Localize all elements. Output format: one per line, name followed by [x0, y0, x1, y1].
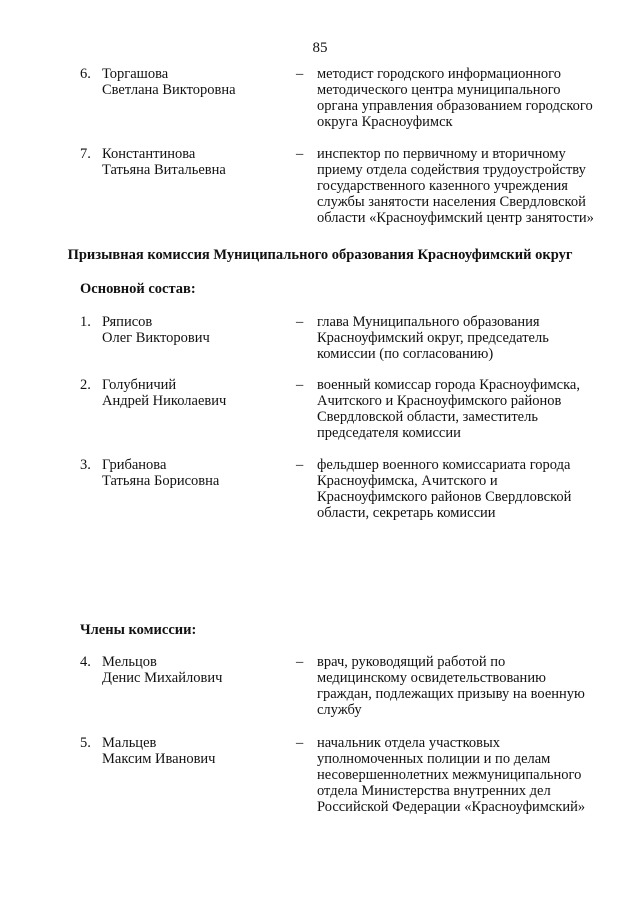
- description-line: врач, руководящий работой по: [317, 654, 506, 670]
- position-description: [317, 654, 617, 718]
- dash: –: [296, 457, 304, 473]
- position-description: [317, 66, 617, 130]
- dash: –: [296, 146, 304, 162]
- person-name: [102, 457, 292, 489]
- dash: –: [296, 66, 304, 82]
- given-names: Светлана Викторовна: [102, 82, 236, 98]
- description-line: военный комиссар города Красноуфимска,: [317, 377, 580, 393]
- person-name: [102, 735, 292, 767]
- description-line: отдела Министерства внутренних дел: [317, 783, 551, 799]
- description-line: глава Муниципального образования: [317, 314, 540, 330]
- description-line: методист городского информационного: [317, 66, 561, 82]
- description-line: государственного казенного учреждения: [317, 178, 568, 194]
- description-line: комиссии (по согласованию): [317, 346, 494, 362]
- item-number: 2.: [80, 377, 91, 393]
- position-description: [317, 377, 617, 441]
- description-line: органа управления образованием городского: [317, 98, 593, 114]
- person-name: [102, 654, 292, 686]
- description-line: несовершеннолетних межмуниципального: [317, 767, 582, 783]
- description-line: области, секретарь комиссии: [317, 505, 496, 521]
- description-line: начальник отдела участковых: [317, 735, 500, 751]
- surname: Мальцев: [102, 735, 157, 751]
- description-line: приему отдела содействия трудоустройству: [317, 162, 586, 178]
- surname: Торгашова: [102, 66, 169, 82]
- description-line: Российской Федерации «Красноуфимский»: [317, 799, 586, 815]
- description-line: службы занятости населения Свердловской: [317, 194, 586, 210]
- description-line: Красноуфимска, Ачитского и: [317, 473, 498, 489]
- commission-title: Призывная комиссия Муниципального образования Красноуфимский округ: [67, 247, 573, 263]
- position-description: [317, 146, 617, 226]
- given-names: Максим Иванович: [102, 751, 216, 767]
- person-name: [102, 66, 292, 98]
- description-line: медицинскому освидетельствованию: [317, 670, 546, 686]
- description-line: службу: [317, 702, 362, 718]
- position-description: [317, 735, 617, 815]
- main-composition-heading: Основной состав:: [80, 281, 196, 297]
- item-number: 5.: [80, 735, 91, 751]
- surname: Константинова: [102, 146, 196, 162]
- description-line: методического центра муниципального: [317, 82, 561, 98]
- item-number: 7.: [80, 146, 91, 162]
- surname: Мельцов: [102, 654, 157, 670]
- description-line: округа Красноуфимск: [317, 114, 453, 130]
- position-description: [317, 314, 617, 362]
- given-names: Татьяна Витальевна: [102, 162, 226, 178]
- description-line: председателя комиссии: [317, 425, 461, 441]
- description-line: Красноуфимского районов Свердловской: [317, 489, 572, 505]
- dash: –: [296, 377, 304, 393]
- description-line: Ачитского и Красноуфимского районов: [317, 393, 562, 409]
- surname: Голубничий: [102, 377, 177, 393]
- page-number: 85: [312, 40, 328, 56]
- description-line: граждан, подлежащих призыву на военную: [317, 686, 585, 702]
- given-names: Андрей Николаевич: [102, 393, 227, 409]
- dash: –: [296, 735, 304, 751]
- person-name: [102, 314, 292, 346]
- given-names: Олег Викторович: [102, 330, 210, 346]
- dash: –: [296, 314, 304, 330]
- item-number: 3.: [80, 457, 91, 473]
- given-names: Денис Михайлович: [102, 670, 223, 686]
- item-number: 4.: [80, 654, 91, 670]
- description-line: области «Красноуфимский центр занятости»: [317, 210, 594, 226]
- description-line: инспектор по первичному и вторичному: [317, 146, 566, 162]
- position-description: [317, 457, 617, 521]
- surname: Ряписов: [102, 314, 153, 330]
- person-name: [102, 377, 292, 409]
- item-number: 6.: [80, 66, 91, 82]
- description-line: уполномоченных полиции и по делам: [317, 751, 551, 767]
- surname: Грибанова: [102, 457, 167, 473]
- description-line: Свердловской области, заместитель: [317, 409, 538, 425]
- item-number: 1.: [80, 314, 91, 330]
- description-line: фельдшер военного комиссариата города: [317, 457, 571, 473]
- dash: –: [296, 654, 304, 670]
- commission-members-heading: Члены комиссии:: [80, 622, 197, 638]
- given-names: Татьяна Борисовна: [102, 473, 220, 489]
- person-name: [102, 146, 292, 178]
- description-line: Красноуфимский округ, председатель: [317, 330, 549, 346]
